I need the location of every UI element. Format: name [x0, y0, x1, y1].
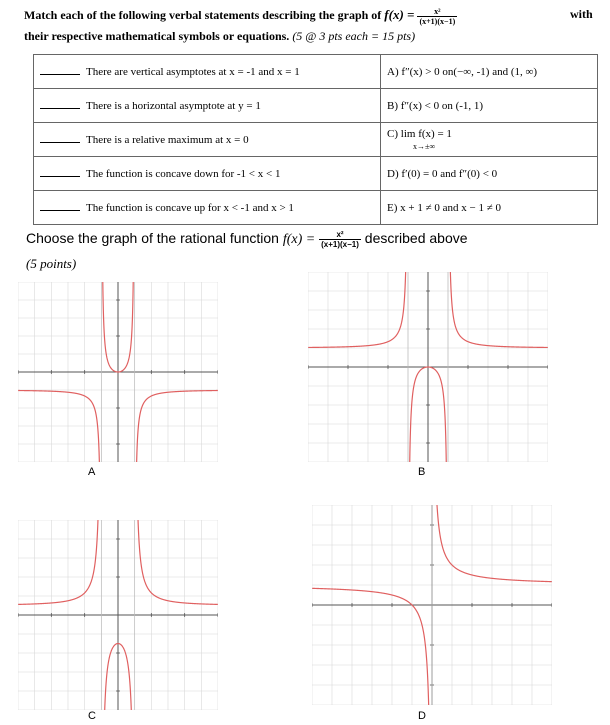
choose-prompt — [26, 230, 468, 249]
symbol-text: C) lim f(x) = 1 — [387, 127, 452, 140]
statement-text: The function is concave up for x < -1 and x > 1 — [86, 201, 294, 214]
graph-a[interactable] — [18, 282, 218, 462]
matching-row — [34, 123, 598, 157]
choose-points: (5 points) — [26, 256, 77, 271]
symbol-cell — [381, 191, 598, 225]
matching-table — [33, 54, 598, 225]
graph-label-a: A — [88, 466, 96, 478]
symbol-text: E) x + 1 ≠ 0 and x − 1 ≠ 0 — [387, 201, 502, 214]
answer-blank[interactable] — [40, 210, 80, 211]
question-line2: their respective mathematical symbols or equations. — [24, 28, 290, 43]
symbol-cell — [381, 89, 598, 123]
symbol-cell — [381, 123, 598, 157]
statement-cell[interactable] — [34, 55, 381, 89]
matching-row — [34, 89, 598, 123]
statement-text: The function is concave down for -1 < x < 1 — [86, 167, 281, 180]
statement-text: There is a relative maximum at x = 0 — [86, 133, 249, 146]
answer-blank[interactable] — [40, 142, 80, 143]
choose-function-label: f(x) = — [282, 232, 316, 248]
fraction-numerator: x² — [417, 7, 457, 17]
answer-blank[interactable] — [40, 176, 80, 177]
symbol-cell — [381, 157, 598, 191]
question-line1: Match each of the following verbal statements describing the graph of — [24, 8, 382, 22]
statement-cell[interactable] — [34, 157, 381, 191]
fraction-denominator: (x+1)(x−1) — [419, 16, 456, 26]
statement-cell[interactable] — [34, 89, 381, 123]
question-points: (5 @ 3 pts each = 15 pts) — [292, 28, 416, 43]
graph-b[interactable] — [308, 272, 548, 462]
matching-row — [34, 191, 598, 225]
question-text — [24, 5, 584, 46]
choose-fraction — [319, 230, 361, 249]
graph-label-c: C — [88, 710, 96, 722]
with-word: with — [570, 7, 593, 21]
graph-label-b: B — [418, 466, 426, 478]
statement-cell[interactable] — [34, 123, 381, 157]
choose-fraction-denominator: (x+1)(x−1) — [321, 240, 359, 249]
curve-segment — [18, 520, 101, 604]
graph-label-d: D — [418, 710, 426, 722]
statement-cell[interactable] — [34, 191, 381, 225]
matching-row — [34, 157, 598, 191]
function-label: f(x) = — [384, 7, 415, 22]
choose-after: described above — [364, 230, 468, 247]
statement-text: There is a horizontal asymptote at y = 1 — [86, 99, 261, 112]
limit-subscript: x→±∞ — [413, 141, 436, 151]
answer-blank[interactable] — [40, 108, 80, 109]
graph-d[interactable] — [312, 505, 552, 705]
symbol-text: B) f″(x) < 0 on (-1, 1) — [387, 99, 484, 112]
choose-text: Choose the graph of the rational function — [26, 230, 279, 247]
answer-blank[interactable] — [40, 74, 80, 75]
symbol-cell — [381, 55, 598, 89]
symbol-text: D) f′(0) = 0 and f″(0) < 0 — [387, 167, 498, 180]
choose-fraction-numerator: x² — [319, 230, 361, 240]
matching-row — [34, 55, 598, 89]
function-fraction — [417, 7, 457, 26]
curve-segment — [135, 520, 218, 604]
statement-text: There are vertical asymptotes at x = -1 and x = 1 — [86, 65, 300, 78]
graph-c[interactable] — [18, 520, 218, 710]
symbol-text: A) f″(x) > 0 on(−∞, -1) and (1, ∞) — [387, 65, 538, 78]
